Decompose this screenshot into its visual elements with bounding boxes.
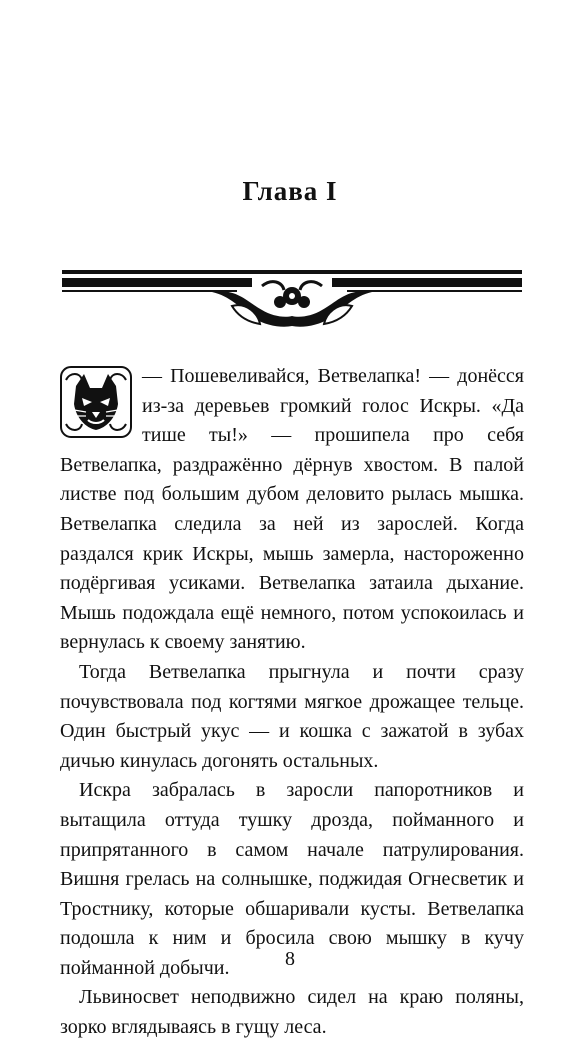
paragraph: — Пошевеливайся, Ветвелапка! — донёсся из-за деревьев громкий голос Искры. «Да тише ты!» — прошипела про себя Ветвелапка, раздражённо дёрнув хвостом. В палой листве под большим дубом деловито рылась мышка. Ветвелапка следила за ней из зарослей. Когда раздался крик Искры, мышь замерла, настороженно подёргивая усиками. Ветвелапка затаила дыхание. Мышь подождала ещё немного, потом успокоилась и вернулась к своему занятию. (60, 365, 524, 654)
cat-head-icon (60, 366, 132, 438)
chapter-title: Глава I (242, 176, 338, 206)
page-number: 8 (285, 948, 295, 970)
paragraph: Искра забралась в заросли папоротников и вытащила оттуда тушку дрозда, пойманного и припрятанного в самом начале патрулирования. Вишня грелась на солнышке, поджидая Огнесветик и Тростнику, которые обшаривали кусты. Ветвелапка подошла к ним и бросила свою мышку в кучу пойманной добычи. (60, 779, 524, 979)
paragraph: Львиносвет неподвижно сидел на краю поляны, зорко вглядываясь в гущу леса. (60, 986, 524, 1039)
floral-divider-icon (62, 262, 522, 334)
body-text (60, 362, 524, 1043)
paragraph: Тогда Ветвелапка прыгнула и почти сразу почувствовала под когтями мягкое дрожащее тельце. Один быстрый укус — и кошка с зажатой в зубах дичью кинулась догонять остальных. (60, 660, 524, 772)
